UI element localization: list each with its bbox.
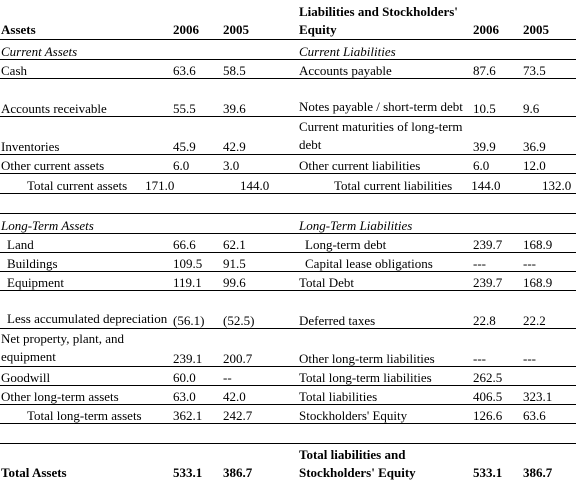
liability-2005: 168.9 — [522, 272, 576, 291]
liability-label: Notes payable / short-term debt — [298, 79, 472, 117]
liabilities-2006-heading: 2006 — [472, 0, 522, 40]
total-current-assets-label: Total current assets 171.0 — [0, 174, 222, 194]
asset-2005: 42.9 — [222, 117, 298, 155]
liabilities-2005-heading: 2005 — [522, 0, 576, 40]
spacer-row — [0, 424, 576, 444]
current-assets-title: Current Assets — [0, 40, 298, 60]
asset-label: Other current assets — [0, 155, 172, 174]
current-totals-row — [0, 174, 576, 194]
asset-label: Goodwill — [0, 367, 172, 386]
table-row — [0, 272, 576, 291]
total-assets-label: Total Assets — [1, 465, 67, 480]
asset-2005: 242.7 — [222, 405, 298, 424]
table-row — [0, 367, 576, 386]
liability-label: Total long-term liabilities — [298, 367, 472, 386]
liability-label: Total liabilities — [298, 386, 472, 405]
asset-label: Accounts receivable — [0, 79, 172, 117]
liability-label: Long-term debt — [298, 234, 472, 253]
asset-label: Inventories — [0, 117, 172, 155]
table-row — [0, 60, 576, 79]
total-current-liabilities-2005: 132.0 — [522, 174, 576, 194]
liability-2005 — [522, 367, 576, 386]
asset-2005: 91.5 — [222, 253, 298, 272]
liabilities-heading: Liabilities and Stockholders' Equity — [298, 0, 472, 40]
asset-2005: 200.7 — [222, 329, 298, 367]
asset-2006: 362.1 — [172, 405, 222, 424]
asset-2005: 62.1 — [222, 234, 298, 253]
asset-2006: 239.1 — [172, 329, 222, 367]
asset-label: Equipment — [0, 272, 172, 291]
liability-label: Other long-term liabilities — [298, 329, 472, 367]
assets-2005-heading: 2005 — [222, 0, 298, 40]
liability-2005: 9.6 — [522, 79, 576, 117]
liability-2006: 262.5 — [472, 367, 522, 386]
liability-2006: 10.5 — [472, 79, 522, 117]
asset-label: Net property, plant, and equipment — [0, 329, 172, 367]
table-row — [0, 386, 576, 405]
liability-2005: --- — [522, 329, 576, 367]
liability-2005: 168.9 — [522, 234, 576, 253]
grand-total-row — [0, 444, 576, 483]
table-row — [0, 329, 576, 367]
asset-2006: 63.6 — [172, 60, 222, 79]
current-section-row — [0, 40, 576, 60]
liability-2006: 406.5 — [472, 386, 522, 405]
liability-2005: 63.6 — [522, 405, 576, 424]
total-current-assets-2005: 144.0 — [222, 174, 298, 194]
table-row — [0, 405, 576, 424]
asset-2006: 119.1 — [172, 272, 222, 291]
liability-2006: 126.6 — [472, 405, 522, 424]
asset-label: Other long-term assets — [0, 386, 172, 405]
liability-label: Capital lease obligations — [298, 253, 472, 272]
liability-label: Deferred taxes — [298, 291, 472, 329]
total-liabilities-equity-label: Total liabilities and Stockholders' Equity — [299, 447, 416, 480]
liability-2005: 22.2 — [522, 291, 576, 329]
asset-2005: 3.0 — [222, 155, 298, 174]
asset-2005: -- — [222, 367, 298, 386]
table-row — [0, 155, 576, 174]
assets-heading: Assets — [0, 0, 172, 40]
asset-2006: 55.5 — [172, 79, 222, 117]
asset-label: Less accumulated depreciation — [0, 291, 172, 329]
asset-2005: 39.6 — [222, 79, 298, 117]
liability-label: Accounts payable — [298, 60, 472, 79]
liability-2005: 36.9 — [522, 117, 576, 155]
liability-2006: 87.6 — [472, 60, 522, 79]
liability-2005: 73.5 — [522, 60, 576, 79]
total-assets-2005: 386.7 — [223, 465, 253, 480]
asset-2006: 66.6 — [172, 234, 222, 253]
liability-2006: 6.0 — [472, 155, 522, 174]
asset-2005: (52.5) — [222, 291, 298, 329]
long-term-liabilities-title: Long-Term Liabilities — [298, 214, 576, 234]
current-liabilities-title: Current Liabilities — [298, 40, 576, 60]
asset-2006: 6.0 — [172, 155, 222, 174]
liability-label: Stockholders' Equity — [298, 405, 472, 424]
liability-label: Other current liabilities — [298, 155, 472, 174]
liability-2006: --- — [472, 329, 522, 367]
total-liabilities-equity-2006: 533.1 — [473, 465, 503, 480]
liability-2005: 12.0 — [522, 155, 576, 174]
liability-2006: 22.8 — [472, 291, 522, 329]
liability-2005: --- — [522, 253, 576, 272]
asset-label: Total long-term assets — [0, 405, 172, 424]
table-row — [0, 79, 576, 117]
asset-label: Cash — [0, 60, 172, 79]
liability-label: Total Debt — [298, 272, 472, 291]
asset-2006: 109.5 — [172, 253, 222, 272]
asset-label: Buildings — [0, 253, 172, 272]
asset-2006: (56.1) — [172, 291, 222, 329]
table-row — [0, 234, 576, 253]
liability-2006: --- — [472, 253, 522, 272]
asset-2006: 60.0 — [172, 367, 222, 386]
header-row — [0, 0, 576, 40]
asset-2005: 42.0 — [222, 386, 298, 405]
total-assets-2006: 533.1 — [173, 465, 203, 480]
spacer-row — [0, 194, 576, 214]
liability-2006: 39.9 — [472, 117, 522, 155]
asset-2005: 58.5 — [222, 60, 298, 79]
asset-2006: 45.9 — [172, 117, 222, 155]
assets-2006-heading: 2006 — [172, 0, 222, 40]
table-row — [0, 253, 576, 272]
liability-2006: 239.7 — [472, 272, 522, 291]
longterm-section-row — [0, 214, 576, 234]
liability-2005: 323.1 — [522, 386, 576, 405]
total-liabilities-equity-2005: 386.7 — [523, 465, 553, 480]
table-row — [0, 291, 576, 329]
total-current-assets-2006: 171.0 — [145, 178, 175, 193]
table-row — [0, 117, 576, 155]
long-term-assets-title: Long-Term Assets — [0, 214, 298, 234]
liability-label: Current maturities of long-term debt — [298, 117, 472, 155]
total-current-liabilities-2006: 144.0 — [471, 178, 501, 193]
asset-label: Land — [0, 234, 172, 253]
total-current-liabilities-label: Total current liabilities 144.0 — [298, 174, 522, 194]
asset-2005: 99.6 — [222, 272, 298, 291]
asset-2006: 63.0 — [172, 386, 222, 405]
liability-2006: 239.7 — [472, 234, 522, 253]
